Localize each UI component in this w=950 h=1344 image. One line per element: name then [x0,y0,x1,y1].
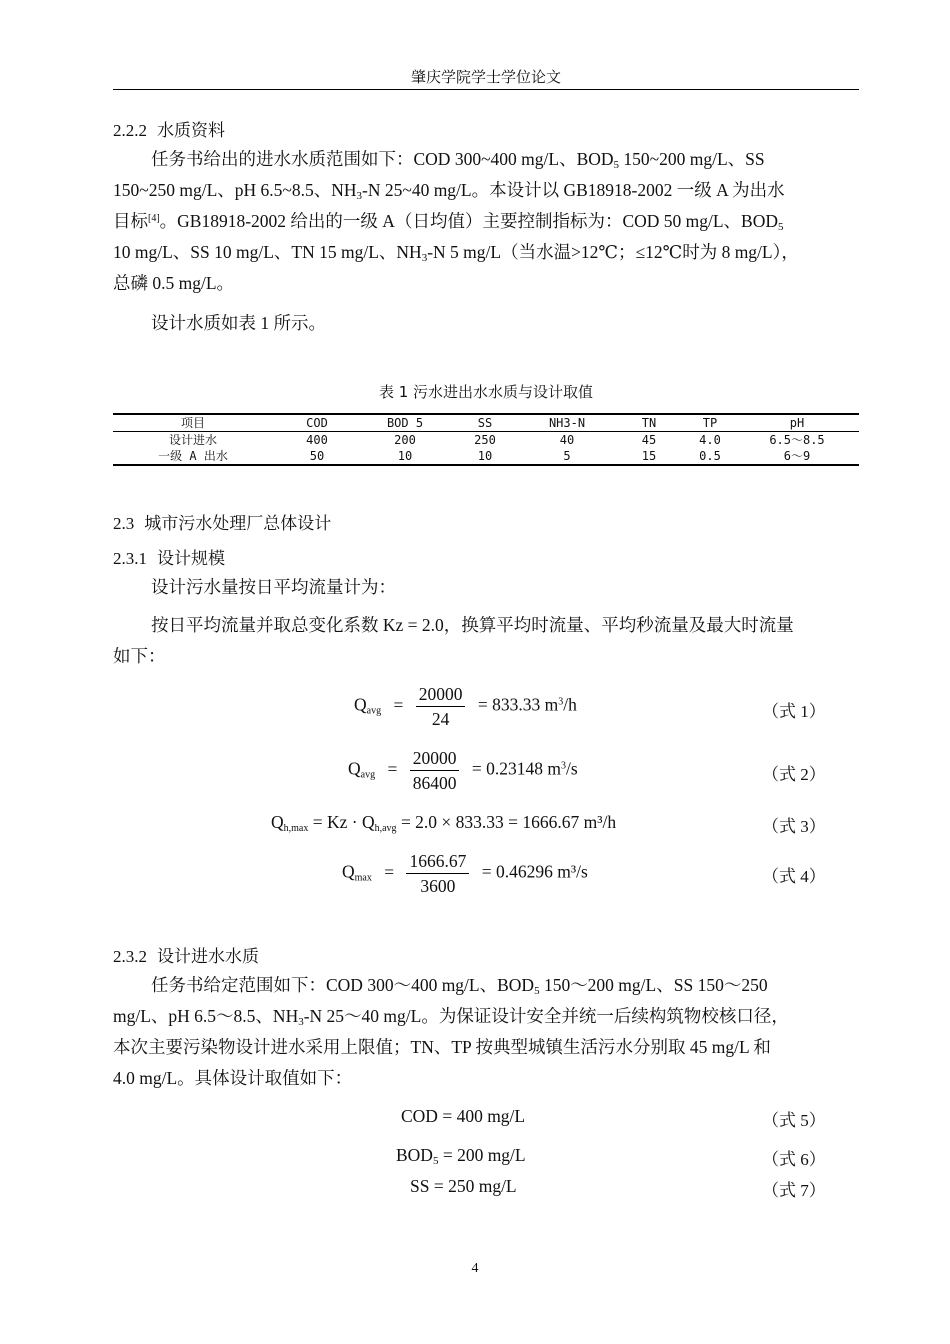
eq-rhs: = 0.23148 m [471,758,561,779]
table-header-cell: TN [613,414,685,432]
table-header-row [113,414,859,432]
table-cell: 10 [477,449,493,463]
text: -N 25～40 mg/L。为保证设计安全并统一后续构筑物校核口径， [303,1006,789,1026]
para-line: 总磷 0.5 mg/L。 [113,273,235,293]
subscript: 3 [421,252,428,264]
eq-rhs: = 833.33 m [477,694,559,715]
table-cell: 6.5～8.5 [769,433,825,447]
eq-sub: h,avg [374,823,397,834]
eq-term: = 2.0 × 833.33 = 1666.67 m³/h [396,812,617,832]
table-header-cell: NH3-N [521,414,613,432]
table-cell: 10 [397,449,413,463]
table-cell: 250 [474,433,496,447]
text: 任务书给出的进水水质范围如下：COD 300~400 mg/L、BOD [151,149,614,169]
heading-number: 2.3 [113,514,135,533]
heading-2-3-1 [113,544,225,569]
subscript: 5 [534,985,540,997]
para-line [113,144,859,175]
subscript: 5 [778,221,784,233]
denominator: 86400 [412,773,457,793]
equation-7: SS = 250 mg/L [410,1176,517,1196]
numerator: 20000 [410,747,460,771]
text: 10 mg/L、SS 10 mg/L、TN 15 mg/L、NH [113,242,422,262]
para-line: 本次主要污染物设计进水采用上限值；TN、TP 按典型城镇生活污水分别取 45 mg/L 和 [113,1037,771,1057]
subscript: 3 [356,190,363,202]
denominator: 24 [431,709,450,729]
page-header: 肇庆学院学士学位论文 [410,70,561,86]
para-line [113,206,859,237]
heading-2-3-2 [113,942,259,967]
para-line [113,237,859,268]
heading-title: 设计规模 [157,549,225,569]
eq-lhs-sub: max [354,872,372,884]
heading-title: 水质资料 [157,121,225,141]
paragraph-water-quality [113,144,859,299]
text: 目标 [113,211,148,231]
table-cell: 45 [641,433,657,447]
eq-sub: h,max [283,823,309,834]
table-header-cell: COD [273,414,361,432]
para-line: 按日平均流量并取总变化系数 Kz = 2.0，换算平均时流量、平均秒流量及最大时流量 [151,615,794,635]
para-line [113,1001,859,1032]
header-rule [113,89,859,90]
eq-term: BOD [396,1145,433,1165]
text: 150～200 mg/L、SS 150～250 [539,975,768,995]
heading-number: 2.2.2 [113,121,147,140]
fraction [410,747,460,794]
eq-rhs: = 0.46296 m³/s [481,861,588,882]
superscript: 3 [560,760,566,772]
equation-label: （式 2） [762,765,826,784]
table-cell: 5 [563,449,571,463]
para-line: 设计污水量按日平均流量计为： [151,577,396,597]
heading-title: 城市污水处理厂总体设计 [144,514,332,534]
numerator: 1666.67 [406,850,469,874]
equation-1 [354,683,577,730]
text: -N 5 mg/L（当水温>12℃；≤12℃时为 8 mg/L）， [427,242,799,262]
eq-lhs: Q [342,861,355,882]
water-quality-table [113,413,859,466]
text: -N 25~40 mg/L。本设计以 GB18918-2002 一级 A 为出水 [362,180,785,200]
numerator: 20000 [416,683,466,707]
subscript: 3 [298,1016,304,1028]
table-caption: 表 1 污水进出水水质与设计取值 [378,383,594,401]
equation-5: COD = 400 mg/L [401,1106,526,1126]
denominator: 3600 [420,876,456,896]
table-cell: 200 [394,433,416,447]
equation-label: （式 6） [762,1150,826,1169]
equation-label: （式 1） [762,702,826,721]
subscript: 5 [613,159,620,171]
superscript: 3 [558,696,564,708]
paragraph-flow [113,610,859,672]
equation-label: （式 4） [762,867,826,886]
text: 任务书给定范围如下：COD 300～400 mg/L、BOD [151,975,535,995]
table-header-cell: TP [685,414,735,432]
equals-sign: = [393,694,404,715]
equals-sign: = [384,861,395,882]
citation: [4] [148,213,160,224]
fraction [416,683,466,730]
table-cell: 6～9 [783,449,811,463]
equation-6 [396,1145,526,1166]
table-cell: 一级 A 出水 [158,449,228,463]
table-cell: 0.5 [699,449,721,463]
eq-lhs-sub: avg [360,769,376,781]
eq-unit: /s [565,758,578,779]
table-header-cell: BOD 5 [361,414,449,432]
equals-sign: = [387,758,398,779]
eq-unit: /h [563,694,577,715]
eq-term: Q [271,812,284,832]
eq-term: = Kz · Q [308,812,375,832]
page-number: 4 [471,1261,479,1276]
paragraph-design-influent [113,970,859,1094]
table-cell: 设计进水 [168,433,217,447]
text: 150~250 mg/L、pH 6.5~8.5、NH [113,180,357,200]
heading-title: 设计进水水质 [157,947,259,967]
fraction [406,850,469,897]
equation-label: （式 5） [762,1111,826,1130]
table-row [113,448,859,465]
eq-term: = 200 mg/L [438,1145,526,1165]
subscript: 5 [432,1155,439,1167]
table-header-cell: 项目 [113,414,273,432]
eq-lhs: Q [354,694,367,715]
text: 150~200 mg/L、SS [619,149,765,169]
para-line [113,175,859,206]
table-header-cell: SS [449,414,521,432]
heading-number: 2.3.2 [113,947,147,966]
para-line: 如下： [113,646,166,666]
table-header-cell: pH [735,414,859,432]
para-line [113,970,859,1001]
equation-label: （式 7） [762,1181,826,1200]
paragraph-design-scale [113,572,859,603]
table-cell: 15 [641,449,657,463]
eq-lhs: Q [348,758,361,779]
equation-4 [342,850,588,897]
para-line: 4.0 mg/L。具体设计取值如下： [113,1068,353,1088]
table-row [113,432,859,449]
text: 。GB18918-2002 给出的一级 A（日均值）主要控制指标为：COD 50 mg/L、BOD [159,211,779,231]
eq-lhs-sub: avg [366,705,382,717]
equation-3 [271,812,616,833]
heading-number: 2.3.1 [113,549,147,568]
equation-label: （式 3） [762,817,826,836]
heading-2-3 [113,509,331,534]
table-cell: 40 [559,433,575,447]
text: mg/L、pH 6.5～8.5、NH [113,1006,299,1026]
equation-2 [348,747,578,794]
table-cell: 4.0 [699,433,721,447]
heading-2-2-2 [113,116,225,141]
paragraph-table-ref [113,308,859,339]
table-cell: 50 [309,449,325,463]
para-line: 设计水质如表 1 所示。 [151,313,326,333]
table-cell: 400 [306,433,328,447]
